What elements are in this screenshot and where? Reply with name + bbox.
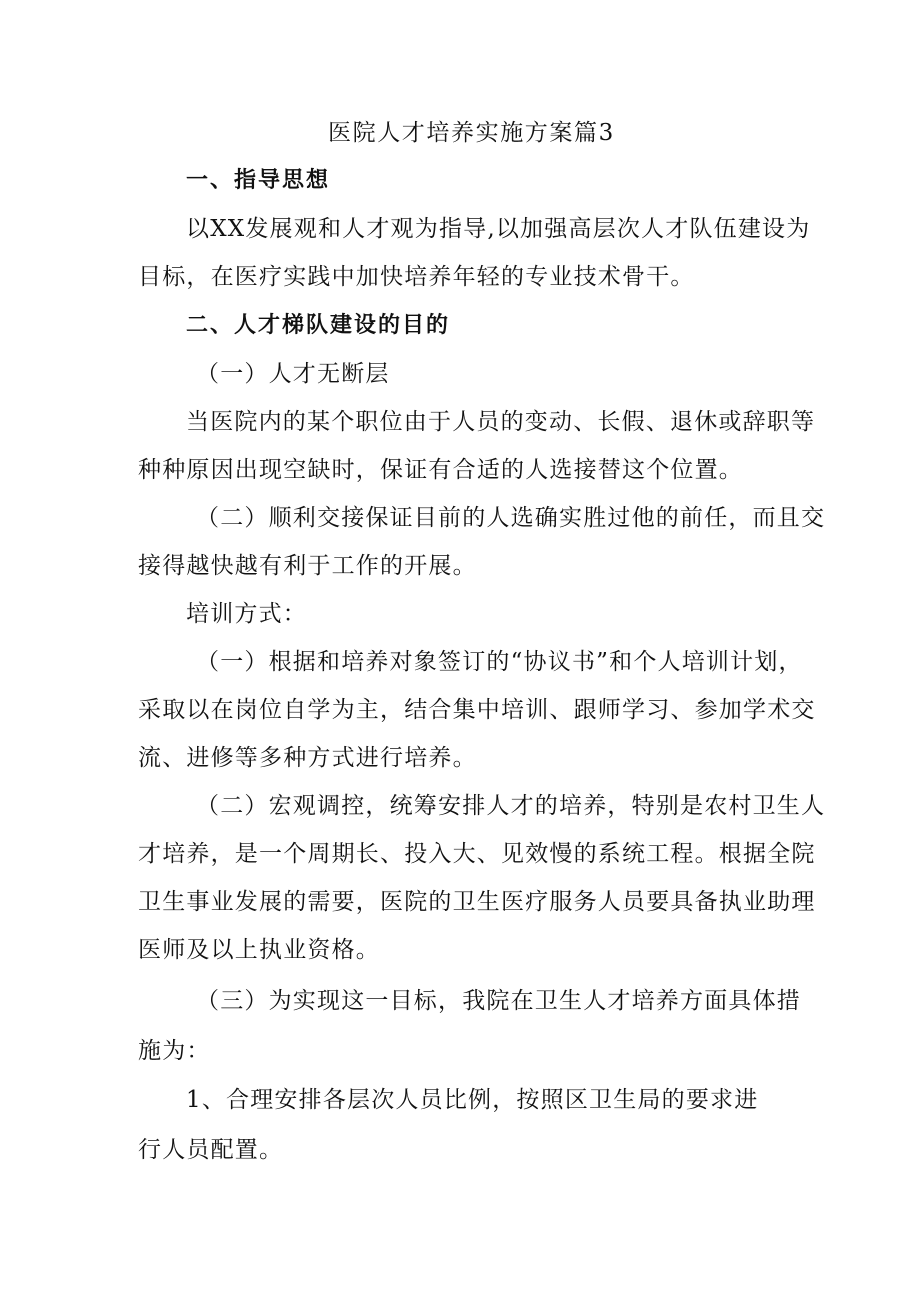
section1-paragraph-line1: 以XX发展观和人才观为指导,以加强高层次人才队伍建设为 xyxy=(186,216,811,242)
training-item3-line2: 施为： xyxy=(138,1038,211,1064)
section2-sub1-line2: 种种原因出现空缺时，保证有合适的人选接替这个位置。 xyxy=(138,457,743,483)
section1-heading: 一、指导思想 xyxy=(186,168,331,193)
training-item1-line3: 流、进修等多种方式进行培养。 xyxy=(138,745,477,771)
section2-sub2-line2: 接得越快越有利于工作的开展。 xyxy=(138,553,477,579)
training-label: 培训方式： xyxy=(186,601,307,627)
section2-heading: 二、人才梯队建设的目的 xyxy=(186,313,451,338)
measure1-line2: 行人员配置。 xyxy=(138,1137,284,1163)
training-item2-line3: 卫生事业发展的需要，医院的卫生医疗服务人员要具备执业助理 xyxy=(138,889,816,915)
training-item1-line1: （一）根据和培养对象签订的“协议书”和个人培训计划， xyxy=(196,649,803,675)
training-item3-line1: （三）为实现这一目标，我院在卫生人才培养方面具体措 xyxy=(196,988,801,1014)
training-item2-line2: 才培养，是一个周期长、投入大、见效慢的系统工程。根据全院 xyxy=(138,841,816,867)
section2-sub2-line1: （二）顺利交接保证目前的人选确实胜过他的前任，而且交 xyxy=(196,505,826,531)
section2-sub1-line1: 当医院内的某个职位由于人员的变动、长假、退休或辞职等 xyxy=(186,409,816,435)
training-item2-line1: （二）宏观调控，统筹安排人才的培养，特别是农村卫生人 xyxy=(196,793,826,819)
training-item2-line4: 医师及以上执业资格。 xyxy=(138,937,380,963)
measure1-line1: 1、合理安排各层次人员比例，按照区卫生局的要求进 xyxy=(186,1087,759,1113)
section1-paragraph-line2: 目标，在医疗实践中加快培养年轻的专业技术骨干。 xyxy=(138,264,695,290)
training-item1-line2: 采取以在岗位自学为主，结合集中培训、跟师学习、参加学术交 xyxy=(138,697,816,723)
document-title: 医院人才培养实施方案篇3 xyxy=(328,120,615,146)
section2-sub1-title: （一）人才无断层 xyxy=(196,361,390,387)
